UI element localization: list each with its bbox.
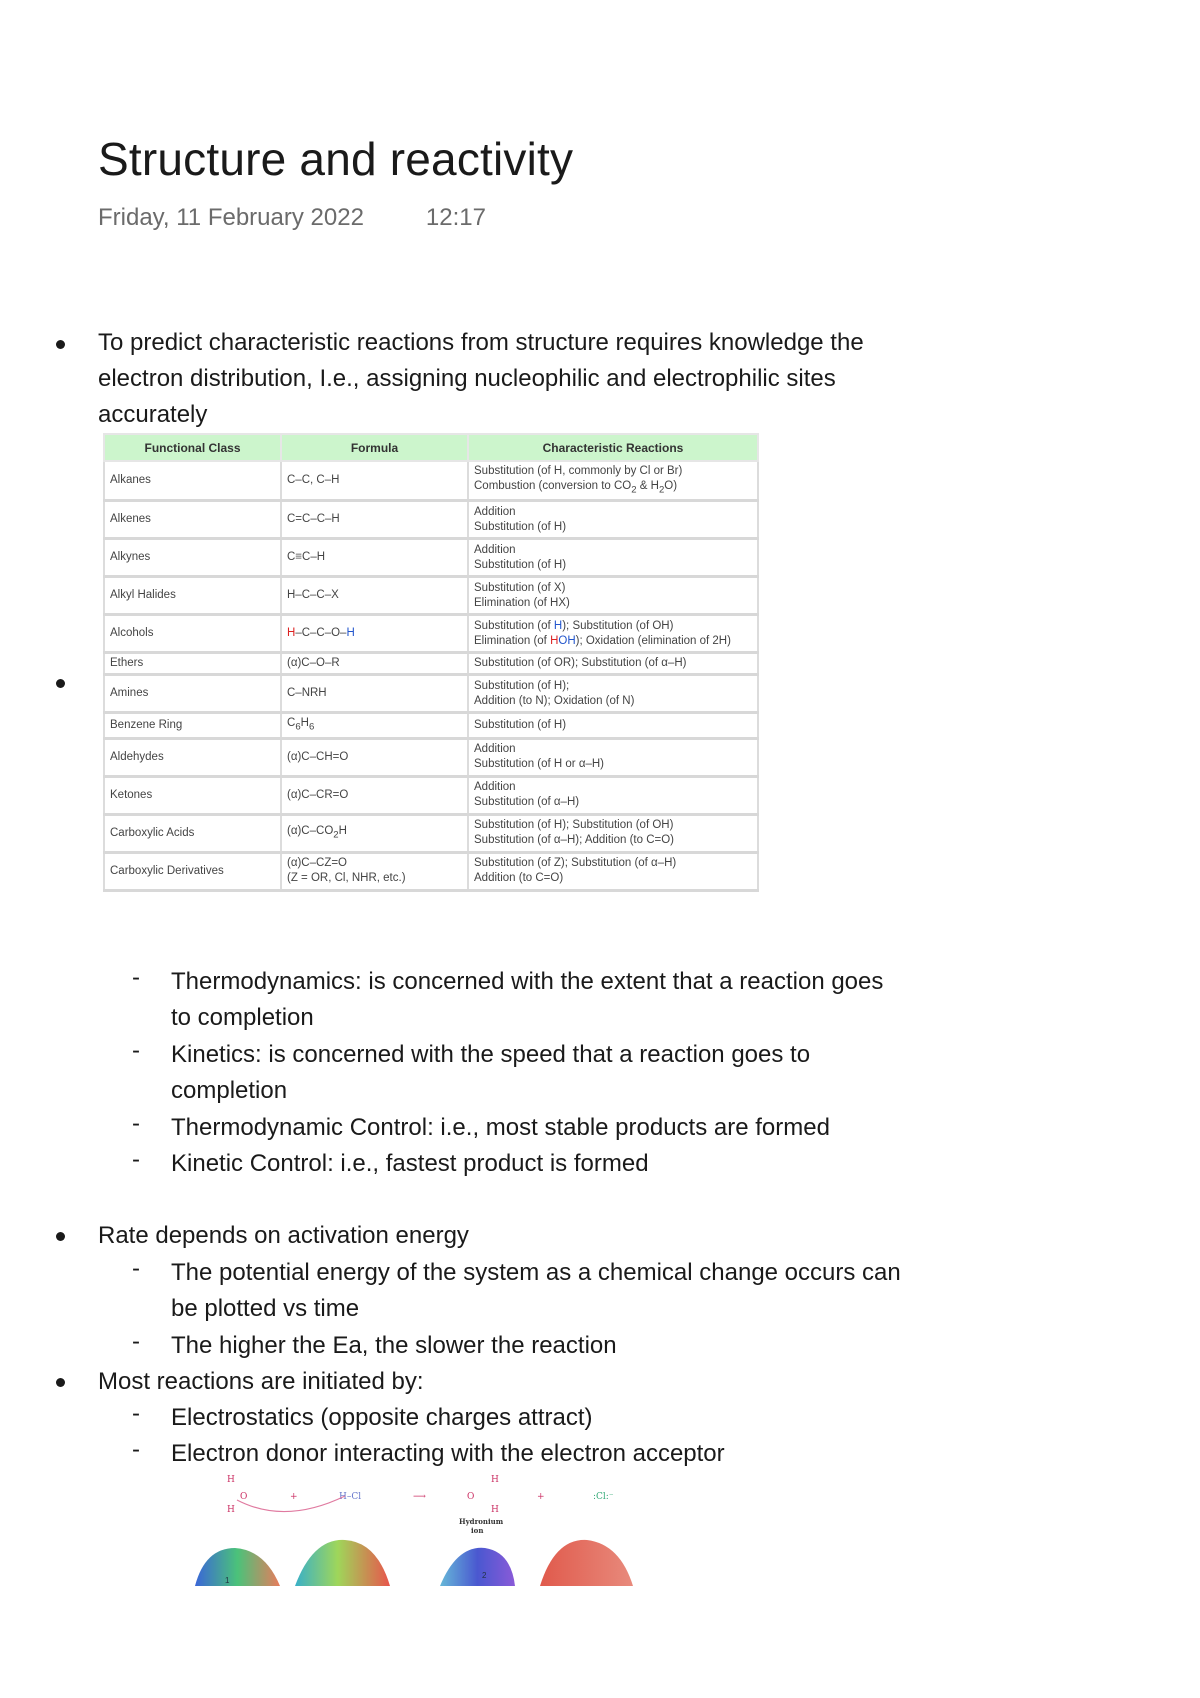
bullet-text: Rate depends on activation energy [98, 1222, 469, 1249]
formula: (α)C–CR=O [281, 776, 468, 814]
bullet-text: Thermodynamics: is concerned with the extent that a reaction goes [171, 968, 884, 995]
reactions: Substitution (of Z); Substitution (of α–H) Addition (to C=O) [468, 852, 758, 890]
functional-class: Alcohols [104, 615, 281, 653]
bullet-text: to completion [171, 1004, 314, 1031]
electrostatic-surface-icon [540, 1540, 633, 1586]
dash-marker: - [132, 1110, 140, 1137]
table-row [104, 461, 758, 501]
bullet-text: be plotted vs time [171, 1295, 360, 1322]
functional-class: Ethers [104, 653, 281, 675]
electrostatic-surface-icon [440, 1548, 515, 1586]
bullet-predict-reactions [98, 325, 998, 433]
reactions: Substitution (of H, commonly by Cl or Br) Combustion (conversion to $CO_2$ & $H_2O$) [468, 461, 758, 501]
functional-class: Alkenes [104, 501, 281, 539]
surface-number: 2 [482, 1571, 487, 1580]
functional-class: Amines [104, 675, 281, 713]
formula: H–C–C–O–H [281, 615, 468, 653]
page-date: Friday, 11 February 2022 [98, 204, 364, 231]
bullet-text: Electron donor interacting with the electron acceptor [171, 1440, 725, 1467]
page-time: 12:17 [425, 204, 486, 231]
table-row [104, 852, 758, 890]
functional-class-table [103, 433, 759, 892]
sub-bullet-kinetics [171, 1037, 1001, 1109]
formula: C–C, C–H [281, 461, 468, 501]
formula: $C_6H_6$ [281, 713, 468, 738]
bullet-dot [56, 340, 65, 349]
atom-o: O [240, 1492, 248, 1502]
sub-bullet-thermodynamic-control [171, 1110, 1001, 1146]
functional-class: Carboxylic Derivatives [104, 852, 281, 890]
dash-marker: - [132, 1436, 140, 1463]
reactions: Substitution (of H); Substitution (of OH) Substitution (of α–H); Addition (to C=O) [468, 814, 758, 852]
functional-class: Alkanes [104, 461, 281, 501]
bullet-dot [56, 1232, 65, 1241]
table-row [104, 776, 758, 814]
reactions: Addition Substitution (of H) [468, 539, 758, 577]
bullet-text: Kinetics: is concerned with the speed that a reaction goes to [171, 1041, 811, 1068]
hydronium-o: O [467, 1492, 475, 1502]
reaction-arrow: ⟶ [413, 1492, 426, 1502]
table-header-row [104, 434, 758, 461]
bullet-text: Kinetic Control: i.e., fastest product is formed [171, 1150, 649, 1177]
functional-class: Alkynes [104, 539, 281, 577]
table-row [104, 539, 758, 577]
surface-number: 1 [225, 1576, 230, 1585]
table-row [104, 615, 758, 653]
sub-bullet-higher-ea [171, 1328, 1001, 1364]
table-row [104, 501, 758, 539]
table-row [104, 738, 758, 776]
functional-class: Carboxylic Acids [104, 814, 281, 852]
formula: C–NRH [281, 675, 468, 713]
header-functional-class: Functional Class [104, 434, 281, 461]
table-row [104, 814, 758, 852]
sub-bullet-electron-donor [171, 1436, 1001, 1472]
bullet-text: To predict characteristic reactions from structure requires knowledge the [98, 329, 864, 356]
dash-marker: - [132, 964, 140, 991]
formula: (α)C–CZ=O (Z = OR, Cl, NHR, etc.) [281, 852, 468, 890]
formula: C=C–C–H [281, 501, 468, 539]
bullet-text: accurately [98, 401, 208, 428]
reactions: Substitution (of H) [468, 713, 758, 738]
atom-h: H [227, 1505, 235, 1515]
table-row [104, 577, 758, 615]
bullet-dot [56, 679, 65, 688]
formula: H–C–C–X [281, 577, 468, 615]
sub-bullet-kinetic-control [171, 1146, 1001, 1182]
sub-bullet-potential-energy [171, 1255, 1001, 1327]
reaction-figure [195, 1470, 695, 1586]
bullet-text: Most reactions are initiated by: [98, 1368, 424, 1395]
plus-sign: + [537, 1492, 545, 1502]
dash-marker: - [132, 1146, 140, 1173]
table-row [104, 675, 758, 713]
reactions: Addition Substitution (of H or α–H) [468, 738, 758, 776]
electrostatic-surface-icon [195, 1548, 280, 1586]
atom-h: H [491, 1475, 499, 1485]
chloride-label: :Cl:⁻ [593, 1492, 614, 1502]
bullet-text: completion [171, 1077, 288, 1104]
page-title: Structure and reactivity [98, 133, 574, 185]
hydronium-label: Hydronium [459, 1517, 504, 1526]
formula: $(\alpha)C-CO_2H$ [281, 814, 468, 852]
reactions: Substitution (of OR); Substitution (of α–H) [468, 653, 758, 675]
table-row [104, 713, 758, 738]
electrostatic-surface-icon [295, 1540, 390, 1586]
page-meta [98, 204, 486, 232]
bullet-text: electron distribution, I.e., assigning nucleophilic and electrophilic sites [98, 365, 836, 392]
functional-class: Benzene Ring [104, 713, 281, 738]
bullet-text: The higher the Ea, the slower the reaction [171, 1332, 617, 1359]
reactions: Substitution (of H); Substitution (of OH) Elimination (of HOH); Oxidation (elimination of 2H) [468, 615, 758, 653]
reactions: Addition Substitution (of α–H) [468, 776, 758, 814]
sub-bullet-thermodynamics [171, 964, 1001, 1036]
functional-class: Alkyl Halides [104, 577, 281, 615]
formula: (α)C–O–R [281, 653, 468, 675]
reactions: Addition Substitution (of H) [468, 501, 758, 539]
bullet-text: The potential energy of the system as a chemical change occurs can [171, 1259, 901, 1286]
functional-class: Ketones [104, 776, 281, 814]
sub-bullet-electrostatics [171, 1400, 1001, 1436]
dash-marker: - [132, 1037, 140, 1064]
functional-class: Aldehydes [104, 738, 281, 776]
formula: (α)C–CH=O [281, 738, 468, 776]
table-row [104, 653, 758, 675]
bullet-text: Thermodynamic Control: i.e., most stable products are formed [171, 1114, 830, 1141]
hydronium-label: ion [471, 1526, 484, 1535]
atom-h: H [491, 1505, 499, 1515]
dash-marker: - [132, 1400, 140, 1427]
bullet-reactions-initiated [98, 1364, 998, 1400]
hcl-label: H–Cl [339, 1492, 362, 1502]
bullet-dot [56, 1378, 65, 1387]
bullet-rate-activation-energy [98, 1218, 998, 1254]
dash-marker: - [132, 1328, 140, 1355]
dash-marker: - [132, 1255, 140, 1282]
plus-sign: + [290, 1492, 298, 1502]
reactions: Substitution (of H); Addition (to N); Oxidation (of N) [468, 675, 758, 713]
reactions: Substitution (of X) Elimination (of HX) [468, 577, 758, 615]
header-characteristic-reactions: Characteristic Reactions [468, 434, 758, 461]
header-formula: Formula [281, 434, 468, 461]
atom-h: H [227, 1475, 235, 1485]
formula: C≡C–H [281, 539, 468, 577]
bullet-text: Electrostatics (opposite charges attract) [171, 1404, 593, 1431]
